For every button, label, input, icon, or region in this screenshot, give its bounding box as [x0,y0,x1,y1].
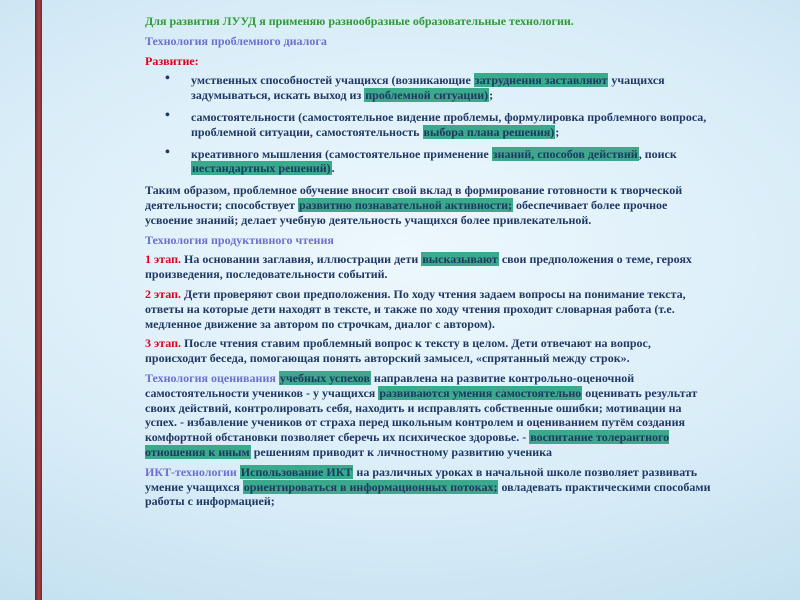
highlighted-text: проблемной ситуации) [365,88,489,103]
highlighted-text: выбора плана решения) [423,124,555,139]
heading-assessment: Технология оценивания [145,370,279,385]
paragraph-stage-1 [145,252,713,282]
text-run: ; [489,88,494,103]
stage-1-label: 1 этап. [145,252,181,267]
heading-problem-dialog: Технология проблемного диалога [145,33,327,48]
paragraph-ikt-technology [145,465,713,509]
highlighted-text: знаний, способов действий [492,146,638,161]
highlighted-text: развиваются умения самостоятельно [379,385,582,400]
heading-productive-reading: Технология продуктивного чтения [145,232,334,247]
bullet-list [145,73,713,176]
text-run: обеспечивает более прочное усвоение знаний; делает учебную деятельность учащихся более привлекательной. [145,197,668,227]
paragraph-assessment-technology [145,371,713,460]
text-run: решениям приводит к личностному развитию ученика [250,444,552,459]
text-run: на различных уроках в начальной школе позволяет развивать умение учащихся [145,464,698,494]
highlighted-text: Использование ИКТ [240,464,353,479]
heading-razvitie: Развитие: [145,53,199,68]
text-run: оценивать результат своих действий, контролировать себя, находить и исправлять собственные ошибки; мотивации на успех. - избавление учеников от страха перед школьным контролем и оцениванием путём создания комфортной обстановки позволяет сберечь их психическое здоровье. - [145,385,698,445]
text-run: Дети проверяют свои предположения. По ходу чтения задаем вопросы на понимание текста, ответы на которые дети находят в тексте, и также по ходу чтения проходит словарная работа (т.е. медленное движение за автором по строчкам, диалог с автором). [145,286,686,331]
text-run: креативного мышления (самостоятельное применение [191,146,492,161]
bullet-independence [163,107,713,140]
bullet-marker: • [165,71,170,87]
bullet-creative-thinking [163,144,713,177]
bullet-marker: • [165,107,170,123]
text-run: учащихся задумываться, искать выход из [191,73,665,103]
slide-content [145,14,713,514]
highlighted-text: учебных успехов [279,370,370,385]
stage-2-label: 2 этап. [145,286,181,301]
highlighted-text: нестандартных решений) [192,161,331,176]
paragraph-conclusion [145,183,713,227]
text-run: умственных способностей учащихся (возникающие [191,73,474,88]
highlighted-text: затруднения заставляют [474,73,608,88]
text-run: направлена на развитие контрольно-оценочной самостоятельности учеников - у учащихся [145,370,635,400]
paragraph-stage-2 [145,287,713,331]
title-technologies: Для развития ЛУУД я применяю разнообразные образовательные технологии. [145,14,574,28]
bullet-mental-abilities [163,73,713,103]
left-accent-bar [35,0,42,600]
text-run: . [331,161,335,176]
text-run: самостоятельности (самостоятельное видение проблемы, формулировка проблемного вопроса, проблемной ситуации, самостоятельность [191,109,707,139]
highlighted-text: высказывают [422,252,498,267]
paragraph-stage-3 [145,336,713,366]
text-run: ; [555,124,560,139]
highlighted-text: воспитание толерантного отношения к иным [145,430,670,459]
text-run: На основании заглавия, иллюстрации дети [180,252,422,267]
text-run: , поиск [638,146,677,161]
text-run: После чтения ставим проблемный вопрос к тексту в целом. Дети отвечают на вопрос, происходит беседа, помогающая понять авторский замысел, «спрятанный между строк». [145,336,651,366]
highlighted-text: развитию познавательной активности; [298,197,513,212]
heading-ikt: ИКТ-технологии [145,464,240,479]
text-run: свои предположения о теме, героях произведения, последовательности событий. [145,252,692,282]
stage-3-label: 3 этап. [145,336,181,351]
text-run: Таким образом, проблемное обучение вносит свой вклад в формирование готовности к творческой деятельности; способствует [145,183,683,212]
bullet-marker: • [165,144,170,160]
highlighted-text: ориентироваться в информационных потоках; [243,479,498,494]
text-run: овладевать практическими способами работы с информацией; [145,479,711,509]
